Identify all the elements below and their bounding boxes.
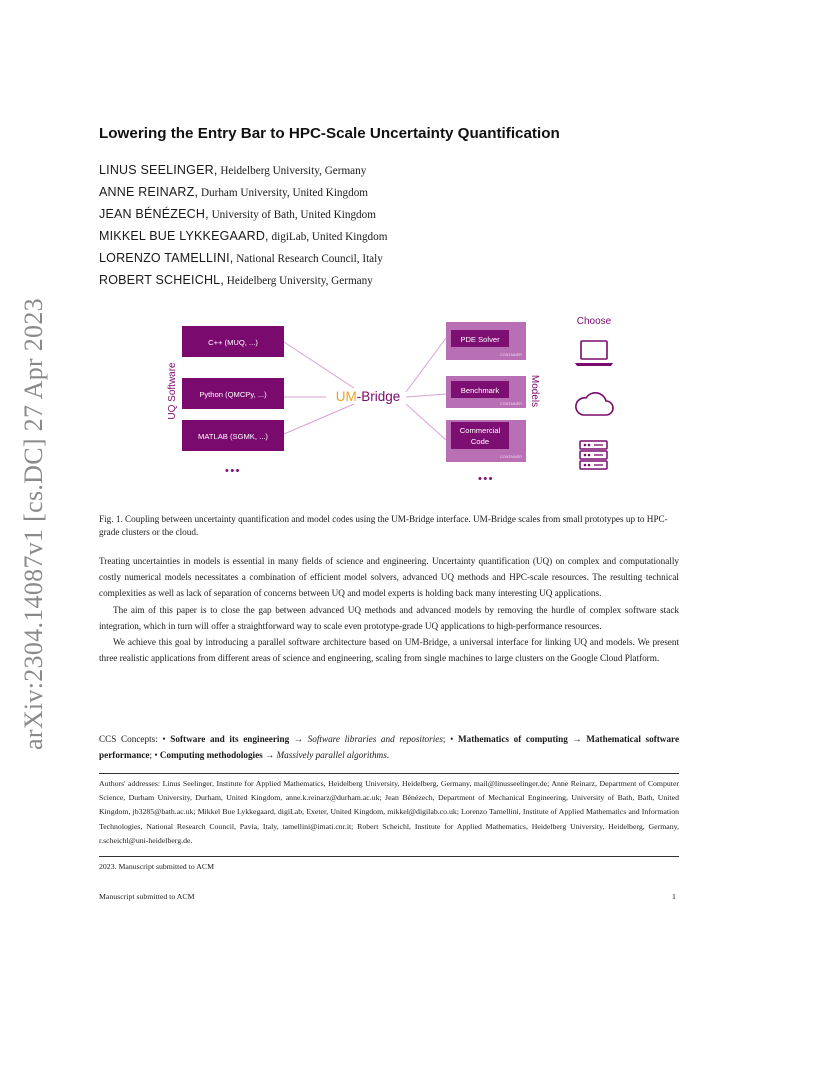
model-label: PDE Solver [460, 335, 500, 344]
ccs-subterm: Massively parallel algorithms [276, 750, 387, 760]
figure-diagram [160, 308, 660, 498]
uq-box-label: Python (QMCPy, ...) [199, 390, 267, 399]
laptop-icon [575, 341, 613, 366]
divider [99, 773, 679, 774]
models-label: Models [529, 374, 540, 408]
connector-line [406, 404, 446, 440]
abstract [99, 553, 679, 666]
author-entry [99, 248, 387, 270]
ccs-subterm: Software libraries and repositories [307, 734, 443, 744]
author-list [99, 160, 387, 292]
connector-line [406, 338, 446, 392]
connector-line [284, 342, 354, 388]
model-label: Code [470, 437, 490, 446]
uq-box-label: MATLAB (SGMK, ...) [198, 432, 268, 441]
divider [99, 856, 679, 857]
figure-caption: Fig. 1. Coupling between uncertainty quantification and model codes using the UM-Bridge interface. UM-Bridge scales from small prototypes up to HPC-grade clusters or the cloud. [99, 514, 668, 538]
choose-label: Choose [576, 316, 612, 327]
ccs-term: Mathematics of computing [457, 734, 568, 744]
ccs-arrow: → [289, 734, 308, 744]
author-affiliation: Heidelberg University, Germany [224, 275, 373, 287]
author-entry [99, 226, 387, 248]
abstract-paragraph: Treating uncertainties in models is essential in many fields of science and engineering. Uncertainty quantification (UQ) on complex and computationally costly numerical models necessitates a combination of efficient model solvers, advanced UQ methods and HPC-scale resources. The resulting technical complexities as well as lack of separation of concerns between UQ and model experts is holding back many interesting UQ applications. [99, 556, 679, 599]
server-rack-icon [580, 441, 607, 469]
page-number: 1 [672, 892, 676, 901]
um-bridge-um: UM [335, 389, 357, 404]
container-tag: CONTAINER [499, 455, 522, 459]
uq-more-ellipsis: ••• [224, 465, 242, 477]
ccs-concepts [99, 731, 679, 763]
figure-um-bridge [160, 308, 660, 498]
ccs-term: Computing methodologies [159, 750, 263, 760]
model-label: Commercial [459, 426, 501, 435]
connector-line [406, 394, 446, 397]
author-affiliation: Heidelberg University, Germany [217, 165, 367, 177]
ccs-separator: ; • [149, 750, 160, 760]
footer-text: Manuscript submitted to ACM [99, 892, 195, 901]
uq-box-label: C++ (MUQ, ...) [208, 338, 258, 347]
connector-line [284, 404, 354, 434]
abstract-paragraph: We achieve this goal by introducing a parallel software architecture based on UM-Bridge, a universal interface for linking UQ and models. We present three realistic applications from different areas of science and engineering, scaling from single machines to large clusters on the Google Cloud Platform. [99, 637, 679, 664]
ccs-prefix: CCS Concepts: • [99, 734, 171, 744]
author-entry [99, 160, 387, 182]
um-bridge-label [336, 389, 401, 404]
author-addresses: Authors' addresses: Linus Seelinger, Institute for Applied Mathematics, Heidelberg University, Heidelberg, Germany, mail@linusseelinger.de; Anne Reinarz, Department of Computer Science, Durham University, Durham, United Kingdom, anne.k.reinarz@durham.ac.uk; Jean Bénézech, Department of Mechanical Engineering, University of Bath, Bath, United Kingdom, jb3285@bath.ac.uk; Mikkel Bue Lykkegaard, digiLab, Exeter, United Kingdom, mikkel@digilab.co.uk; Lorenzo Tamellini, Institute of Applied Mathematics and Information Technologies, National Research Council, Pavia, Italy, tamellini@imati.cnr.it; Robert Scheichl, Institute for Applied Mathematics, Heidelberg University, Heidelberg, Germany, r.scheichl@uni-heidelberg.de. [99, 779, 679, 845]
author-name: MIKKEL BUE LYKKEGAARD, [99, 229, 269, 243]
ccs-separator: ; • [442, 734, 458, 744]
arxiv-stamp [14, 284, 54, 764]
author-affiliation: University of Bath, United Kingdom [208, 209, 376, 221]
ccs-term: Mathematical software performance [99, 734, 680, 760]
abstract-paragraph: The aim of this paper is to close the gap between advanced UQ methods and advanced models by removing the hurdle of complex software stack integration, which in turn will offer a straightforward way to scale even prototype-grade UQ applications to high-performance resources. [99, 604, 679, 631]
footnote: 2023. Manuscript submitted to ACM [99, 862, 215, 871]
container-tag: CONTAINER [499, 402, 522, 406]
author-name: LORENZO TAMELLINI, [99, 251, 234, 265]
author-name: LINUS SEELINGER, [99, 163, 218, 177]
author-name: ROBERT SCHEICHL, [99, 273, 224, 287]
author-entry [99, 270, 387, 292]
ccs-arrow: → [567, 734, 587, 744]
ccs-term: Software and its engineering [170, 734, 290, 744]
container-tag: CONTAINER [499, 353, 522, 357]
author-affiliation: National Research Council, Italy [233, 253, 383, 265]
author-name: JEAN BÉNÉZECH, [99, 207, 209, 221]
cloud-icon [576, 393, 613, 415]
uq-software-label: UQ Software [167, 362, 178, 420]
ccs-end: . [386, 750, 390, 760]
ccs-arrow: → [262, 750, 277, 760]
model-label: Benchmark [460, 386, 500, 395]
author-entry [99, 182, 387, 204]
paper-title: Lowering the Entry Bar to HPC-Scale Uncertainty Quantification [99, 125, 560, 142]
author-name: ANNE REINARZ, [99, 185, 199, 199]
author-affiliation: digiLab, United Kingdom [268, 231, 388, 243]
um-bridge-bridge: -Bridge [356, 389, 401, 404]
author-affiliation: Durham University, United Kingdom [198, 187, 369, 199]
author-entry [99, 204, 387, 226]
models-more-ellipsis: ••• [477, 473, 495, 485]
arxiv-id: arXiv:2304.14087v1 [cs.DC] 27 Apr 2023 [19, 298, 48, 750]
